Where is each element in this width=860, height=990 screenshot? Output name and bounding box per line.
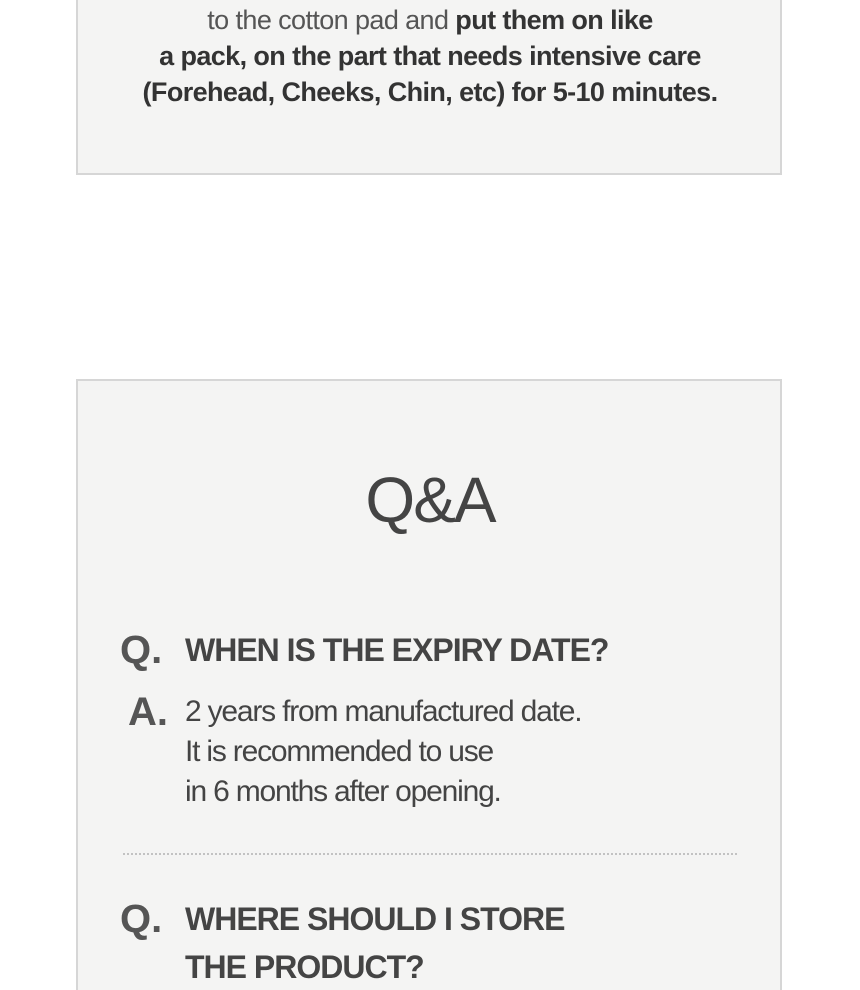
- how-to-use-text: [0, 2, 860, 110]
- how-to-line-3: (Forehead, Cheeks, Chin, etc) for 5-10 minutes.: [142, 77, 718, 107]
- qa-answer-1: [120, 692, 770, 812]
- question-2-line-2: THE PRODUCT?: [185, 949, 424, 985]
- how-to-line-1-bold: put them on like: [455, 5, 653, 35]
- answer-1-line-1: 2 years from manufactured date.: [185, 695, 582, 728]
- answer-1-text: [185, 692, 770, 812]
- answer-1-line-2: It is recommended to use: [185, 735, 494, 768]
- qa-title: Q&A: [365, 464, 495, 536]
- qa-question-2: [120, 895, 770, 990]
- qa-question-1: [120, 626, 770, 674]
- how-to-line-2: a pack, on the part that needs intensive care: [159, 41, 701, 71]
- answer-marker: A.: [128, 690, 168, 734]
- how-to-line-1-regular: to the cotton pad and: [207, 5, 456, 35]
- question-marker: Q.: [120, 628, 163, 672]
- question-2-text: [185, 895, 770, 990]
- question-1-text: WHEN IS THE EXPIRY DATE?: [185, 632, 609, 668]
- question-2-line-1: WHERE SHOULD I STORE: [185, 901, 565, 937]
- qa-divider: [123, 853, 737, 855]
- answer-1-line-3: in 6 months after opening.: [185, 775, 501, 808]
- how-to-line-1: [0, 2, 860, 38]
- question-marker: Q.: [120, 897, 163, 941]
